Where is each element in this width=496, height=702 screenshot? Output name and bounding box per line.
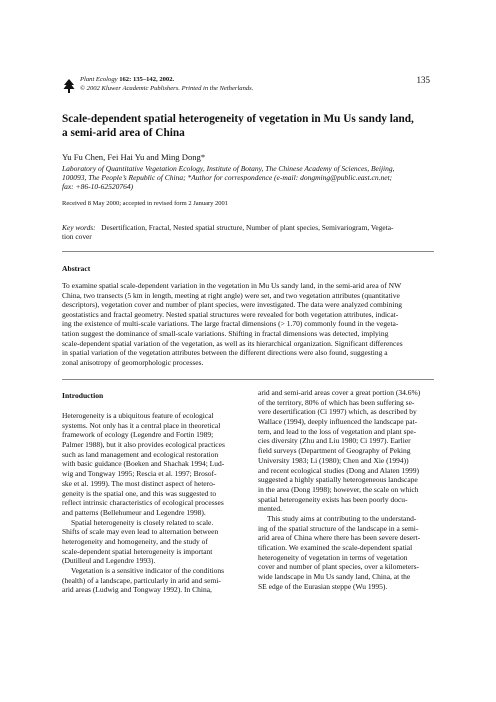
abstract-line: scale-dependent spatial variation of the vegetation, as well as its hierarchical organization. Significant differences	[62, 338, 403, 348]
body-line: field surveys (Department of Geography of Peking	[258, 446, 411, 456]
body-line: Heterogeneity is a ubiquitous feature of ecological	[62, 411, 214, 420]
body-line: suggested a highly spatially heterogeneous landscape	[258, 475, 418, 485]
authors: Yu Fu Chen, Fei Hai Yu and Ming Dong*	[62, 152, 206, 162]
body-line: SE edge of the Eurasian steppe (Wu 1995).	[258, 581, 388, 591]
body-line: Spatial heterogeneity is closely related to scale.	[71, 517, 214, 527]
body-line: scale-dependent spatial heterogeneity is important	[62, 546, 213, 556]
body-line: ing of the spatial structure of the landscape in a semi-	[258, 523, 419, 533]
body-line: ske et al. 1999). The most distinct aspect of hetero-	[62, 478, 216, 488]
copyright-line: © 2002 Kluwer Academic Publishers. Printed in the Netherlands.	[80, 84, 254, 92]
divider	[62, 251, 434, 252]
body-line: University 1983; Li (1980); Chen and Xie (1994))	[258, 455, 409, 465]
body-line: cies diversity (Zhu and Liu 1980; Ci 1997). Earlier	[258, 436, 411, 446]
body-line: framework of ecology (Legendre and Fortin 1989;	[62, 430, 214, 440]
abstract-line: descriptors), vegetation cover and number of plant species, were investigated. The data were analyzed combining	[62, 300, 402, 310]
body-line: This study aims at contributing to the understand-	[267, 513, 417, 523]
abstract-line: tation suggest the dominance of small-scale variations. Shifting in fractal dimensions was detected, implying	[62, 328, 389, 338]
body-line: spatial heterogeneity exists has been poorly docu-	[258, 494, 408, 504]
received-dates: Received 8 May 2000; accepted in revised form 2 January 2001	[62, 200, 229, 207]
keywords-text: Desertification, Fractal, Nested spatial structure, Number of plant species, Semivariogram, Vegeta-	[101, 223, 394, 232]
body-line: arid area of China where there has been severe desert-	[258, 533, 421, 543]
body-line: vere desertification (Ci 1997) which, as described by	[258, 407, 417, 417]
body-line: wide landscape in Mu Us sandy land, China, at the	[258, 572, 411, 582]
body-line: geneity is the spatial one, and this was suggested to	[62, 488, 217, 498]
keywords-label: Key words:	[62, 223, 96, 232]
body-line: systems. Not only has it a central place in theoretical	[62, 420, 221, 430]
publisher-tree-logo-icon	[62, 78, 76, 94]
body-line: tification. We examined the scale-dependent spatial	[258, 543, 413, 552]
body-line: tern, and lead to the loss of vegetation and plant spe-	[258, 426, 417, 436]
body-line: of the territory, 80% of which has been suffering se-	[258, 397, 415, 407]
left-column	[62, 411, 243, 595]
page-number: 135	[416, 75, 430, 85]
abstract-body	[62, 281, 436, 367]
body-line: reflect intrinsic characteristics of ecological processes	[62, 498, 224, 508]
body-line: Wallace (1994), deeply influenced the landscape pat-	[258, 417, 418, 427]
affiliation-line: Laboratory of Quantitative Vegetation Ecology, Institute of Botany, The Chinese Academy of Sciences, Beijing,	[62, 164, 395, 173]
body-line: and patterns (Bellehumeur and Legendre 1998).	[62, 507, 206, 517]
title-line: a semi-arid area of China	[62, 126, 185, 139]
keywords	[62, 223, 437, 241]
abstract-line: China, two transects (5 km in length, meeting at right angle) were set, and two vegetation attributes (quantitative	[62, 290, 400, 300]
body-line: Vegetation is a sensitive indicator of the conditions	[71, 566, 225, 575]
body-line: cover and number of plant species, over a kilometers-	[258, 562, 419, 572]
body-line: Palmer 1988), but it also provides ecological practices	[62, 440, 225, 450]
body-line: (health) of a landscape, particularly in arid and semi-	[62, 575, 221, 585]
divider	[62, 379, 434, 380]
body-line: heterogeneity of vegetation in terms of vegetation	[258, 552, 408, 562]
abstract-heading: Abstract	[62, 264, 91, 273]
body-line: heterogeneity and homogeneity, and the study of	[62, 536, 208, 546]
journal-name: Plant Ecology	[80, 76, 118, 83]
journal-header	[80, 76, 380, 93]
abstract-line: To examine spatial scale-dependent variation in the vegetation in Mu Us sandy land, in the semi-arid area of NW	[62, 281, 402, 290]
body-line: with basic guidance (Boeken and Shachak 1994; Lud-	[62, 459, 225, 469]
body-line: and recent ecological studies (Dong and Alaten 1999)	[258, 465, 419, 475]
body-line: (Dutilleul and Legendre 1993).	[62, 556, 156, 566]
introduction-heading: Introduction	[62, 391, 104, 400]
body-line: such as land management and ecological restoration	[62, 449, 219, 459]
title-line: Scale-dependent spatial heterogeneity of vegetation in Mu Us sandy land,	[62, 113, 414, 125]
body-line: in the area (Dong 1998); however, the scale on which	[258, 484, 419, 494]
right-column	[258, 388, 439, 591]
affiliation-line: 100093, The People’s Republic of China; *Author for correspondence (e-mail: dongming@public.east.cn.net;	[62, 173, 393, 183]
abstract-line: in spatial variation of the vegetation attributes between the different directions were also found, suggesting a	[62, 348, 388, 358]
keywords-text-cont: tion cover	[62, 232, 92, 242]
paper-title	[62, 113, 442, 140]
abstract-line: zonal anisotropy of geomorphologic processes.	[62, 357, 204, 367]
body-line: wig and Tongway 1995; Rescia et al. 1997; Brosof-	[62, 469, 217, 479]
body-line: mented.	[258, 504, 282, 514]
journal-volume: 162: 135–142, 2002.	[119, 76, 175, 83]
abstract-line: ing the existence of multi-scale variations. The large fractal dimensions (> 1.70) commonly found in the vegeta-	[62, 319, 399, 329]
body-line: Shifts of scale may even lead to alternation between	[62, 527, 219, 537]
affiliation	[62, 164, 442, 192]
affiliation-line: fax: +86-10-62520764)	[62, 182, 134, 192]
abstract-line: geostatistics and fractal geometry. Nested spatial structures were revealed for both vegetation attributes, indicat-	[62, 309, 399, 319]
body-line: arid areas (Ludwig and Tongway 1992). In China,	[62, 585, 212, 595]
body-line: arid and semi-arid areas cover a great portion (34.6%)	[258, 388, 421, 397]
